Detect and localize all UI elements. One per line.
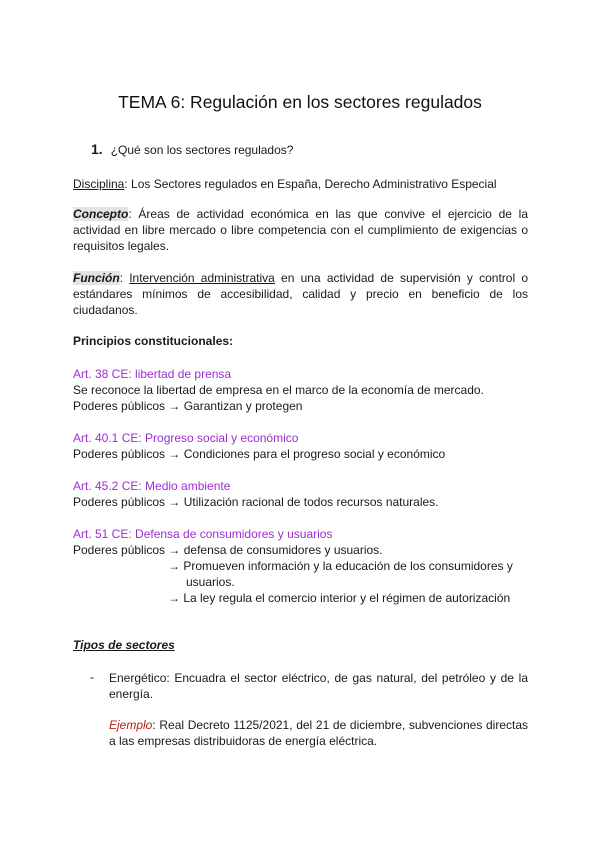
art38-line2: Poderes públicos → Garantizan y protegen — [73, 399, 303, 413]
energetico-text: Energético: Encuadra el sector eléctrico, de gas natural, del petróleo y de la energía. — [109, 671, 528, 701]
funcion-link: Intervención administrativa — [129, 271, 275, 285]
tipos-heading: Tipos de sectores — [73, 638, 175, 652]
art40-line1: Poderes públicos → Condiciones para el progreso social y económico — [73, 447, 446, 461]
art45-line1: Poderes públicos → Utilización racional de todos recursos naturales. — [73, 495, 439, 509]
art51-line2a: → Promueven información y la educación de los consumidores y — [168, 559, 513, 573]
art40-heading: Art. 40.1 CE: Progreso social y económico — [73, 431, 299, 445]
disciplina-paragraph — [73, 176, 497, 192]
disciplina-label: Disciplina — [73, 177, 125, 191]
concepto-label: Concepto — [73, 207, 129, 221]
art38-line1: Se reconoce la libertad de empresa en el marco de la economía de mercado. — [73, 383, 484, 397]
funcion-text: en una actividad de supervisión y control o estándares mínimos de accesibilidad, calidad y precio en beneficio de los ciudadanos. — [73, 271, 529, 317]
ejemplo-label: Ejemplo — [109, 718, 153, 732]
art45-heading: Art. 45.2 CE: Medio ambiente — [73, 479, 231, 493]
page-title: TEMA 6: Regulación en los sectores regulados — [118, 92, 482, 112]
funcion-sep: : — [119, 271, 130, 285]
disciplina-text: : Los Sectores regulados en España, Derecho Administrativo Especial — [124, 177, 497, 191]
concepto-text: : Áreas de actividad económica en las que convive el ejercicio de la actividad en libre mercado o libre competencia con el cumplimiento de exigencias o requisitos legales. — [73, 207, 528, 253]
question-text: ¿Qué son los sectores regulados? — [110, 143, 294, 157]
funcion-label: Función — [73, 271, 120, 285]
art51-line1: Poderes públicos → defensa de consumidores y usuarios. — [73, 543, 383, 557]
bullet-dash: - — [90, 670, 94, 684]
question-1 — [91, 141, 293, 157]
funcion-paragraph — [73, 270, 528, 318]
ejemplo-paragraph — [109, 717, 528, 749]
art51-line2b: usuarios. — [186, 575, 235, 589]
principios-heading: Principios constitucionales: — [73, 334, 234, 348]
question-number: 1. — [91, 141, 103, 157]
art38-heading: Art. 38 CE: libertad de prensa — [73, 367, 232, 381]
concepto-paragraph — [73, 206, 528, 254]
ejemplo-text: : Real Decreto 1125/2021, del 21 de diciembre, subvenciones directas a las empresas distribuidoras de energía eléctrica. — [109, 718, 528, 748]
art51-heading: Art. 51 CE: Defensa de consumidores y usuarios — [73, 527, 333, 541]
art51-line3: → La ley regula el comercio interior y el régimen de autorización — [168, 591, 511, 605]
